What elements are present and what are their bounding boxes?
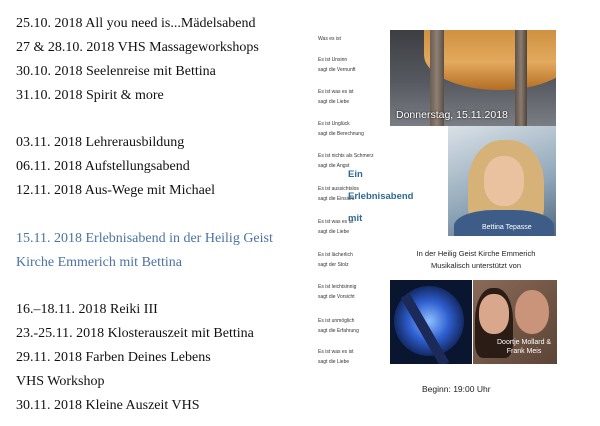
poem-title: Was es ist — [318, 36, 341, 42]
poem-line: Es ist was es ist — [318, 349, 354, 355]
poem-line: Es ist lächerlich — [318, 252, 353, 258]
duo-caption-line: Frank Meis — [506, 348, 542, 355]
poem-line: Es ist was es ist — [318, 219, 354, 225]
poem-line: Es ist leichtsinnig — [318, 284, 357, 290]
event-item: 12.11. 2018 Aus-Wege mit Michael — [16, 183, 215, 198]
poem-line: sagt die Erfahrung — [318, 328, 359, 334]
poem-line: sagt die Liebe — [318, 359, 350, 365]
event-date: Donnerstag, 15.11.2018 — [396, 109, 508, 121]
event-item-highlighted: 15.11. 2018 Erlebnisabend in der Heilig Geist — [16, 231, 273, 246]
event-item: 31.10. 2018 Spirit & more — [16, 88, 164, 103]
event-item: 23.-25.11. 2018 Klosterauszeit mit Bettina — [16, 326, 254, 341]
poem-line: sagt der Stolz — [318, 262, 349, 268]
event-item: 16.–18.11. 2018 Reiki III — [16, 302, 158, 317]
poem-line: Es ist was es ist — [318, 89, 354, 95]
photo-name-caption: Bettina Tepasse — [482, 224, 532, 231]
flyer-title-line: Ein — [348, 169, 363, 180]
poem-line: sagt die Vernunft — [318, 67, 356, 73]
church-interior-photo — [390, 30, 556, 126]
guitar-photo — [390, 280, 472, 364]
flyer-title — [348, 164, 414, 230]
church-info — [378, 248, 574, 272]
event-item-highlighted: Kirche Emmerich mit Bettina — [16, 255, 183, 270]
event-item: 03.11. 2018 Lehrerausbildung — [16, 135, 185, 150]
event-item: 27 & 28.10. 2018 VHS Massageworkshops — [16, 40, 259, 55]
duo-caption — [497, 338, 551, 356]
event-item: 06.11. 2018 Aufstellungsabend — [16, 159, 190, 174]
flyer-title-line: mit — [348, 213, 363, 224]
poem-line: sagt die Liebe — [318, 99, 350, 105]
bettina-portrait-photo — [448, 126, 556, 236]
music-support-line: Musikalisch unterstützt von — [430, 261, 522, 270]
poem-line: sagt die Angst — [318, 163, 350, 169]
poem-line: Es ist Unglück — [318, 121, 350, 127]
event-item: 29.11. 2018 Farben Deines Lebens — [16, 350, 211, 365]
poem-line: sagt die Einsicht — [318, 196, 355, 202]
church-line: In der Heilig Geist Kirche Emmerich — [416, 249, 536, 258]
flyer-title-line: Erlebnisabend — [348, 191, 414, 202]
poem-line: sagt die Vorsicht — [318, 294, 355, 300]
event-item: 30.11. 2018 Kleine Auszeit VHS — [16, 398, 200, 413]
poem-line: Es ist Unsinn — [318, 57, 348, 63]
poem-line: Es ist nichts als Schmerz — [318, 153, 374, 159]
poem-line: Es ist aussichtslos — [318, 186, 359, 192]
event-item: 30.10. 2018 Seelenreise mit Bettina — [16, 64, 216, 79]
poem-line: Es ist unmöglich — [318, 318, 355, 324]
event-item: VHS Workshop — [16, 374, 105, 389]
poem-line: sagt die Liebe — [318, 229, 350, 235]
poem-line: sagt die Berechnung — [318, 131, 364, 137]
event-list — [16, 0, 306, 426]
musician-duo-photo — [473, 280, 557, 364]
start-time: Beginn: 19:00 Uhr — [422, 384, 491, 394]
event-item: 25.10. 2018 All you need is...Mädelsabend — [16, 16, 256, 31]
duo-caption-line: Doortje Mollard & — [497, 339, 552, 346]
